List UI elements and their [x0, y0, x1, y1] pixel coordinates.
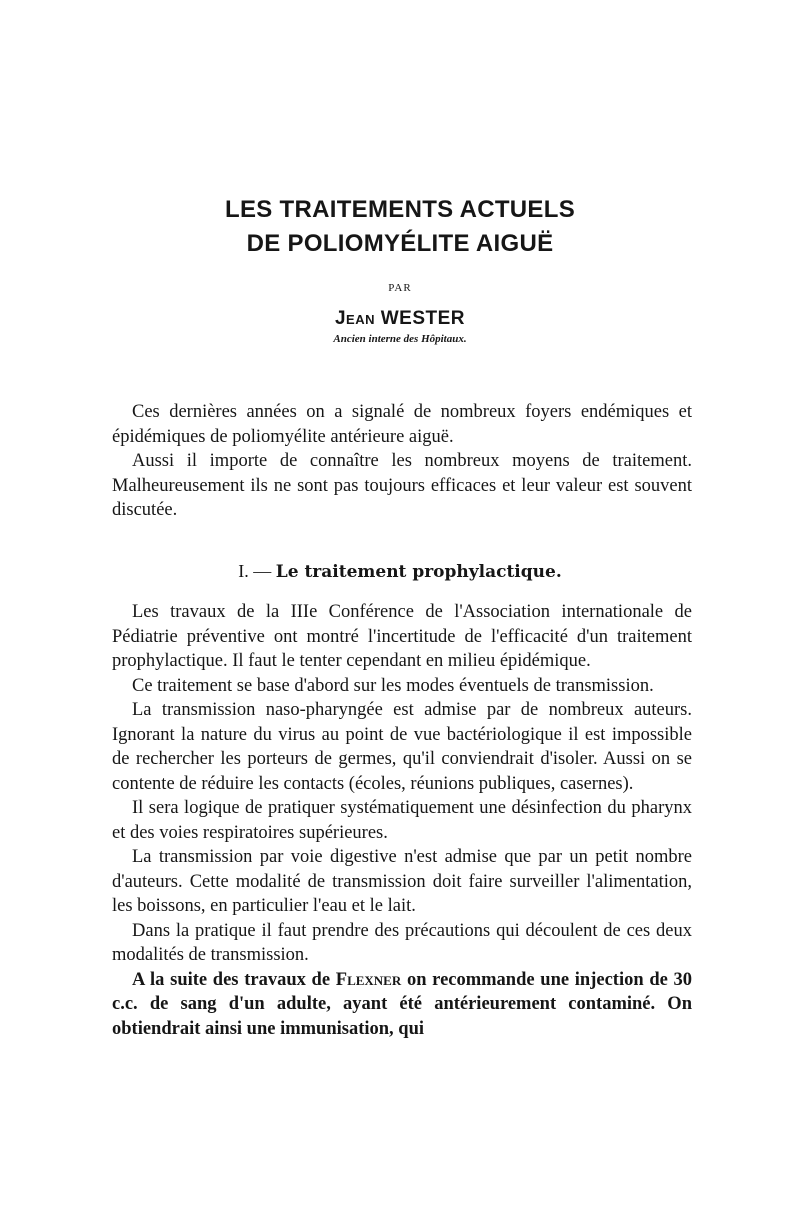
author-first-name: Jean — [334, 308, 375, 329]
section-heading — [0, 561, 800, 582]
body-paragraph-4: Il sera logique de pratiquer systématiquement une désinfection du pharynx et des voies respiratoires supérieures. — [112, 798, 692, 843]
intro-paragraph-2: Aussi il importe de connaître les nombreux moyens de traitement. Malheureusement ils ne sont pas toujours efficaces et leur valeur est souvent discutée. — [112, 451, 692, 520]
article-title-line-2: DE POLIOMYÉLITE AIGUË — [246, 230, 554, 257]
intro-section — [112, 400, 692, 523]
body-paragraph-7-start: A la suite des travaux de — [132, 969, 331, 990]
intro-paragraph-1: Ces dernières années on a signalé de nombreux foyers endémiques et épidémiques de poliomyélite antérieure aiguë. — [112, 402, 692, 447]
section-body — [112, 600, 692, 1041]
body-paragraph-7 — [112, 968, 692, 1042]
author-reference-flexner: Flexner — [335, 969, 402, 990]
author-name — [0, 308, 800, 330]
body-paragraph-3: La transmission naso-pharyngée est admise par de nombreux auteurs. Ignorant la nature du virus au point de vue bactériologique il est impossible de rechercher les porteurs de germes, qu'il conviendrait d'isoler. Aussi on se contente de réduire les contacts (écoles, réunions publiques, casernes). — [112, 700, 692, 794]
section-title: Le traitement prophylactique. — [275, 562, 562, 582]
body-paragraph-7-rest: on recommande une injection de 30 c.c. de sang d'un adulte, ayant été antérieurement contaminé. On obtiendrait ainsi une immunisation, qui — [112, 969, 693, 1039]
body-paragraph-5: La transmission par voie digestive n'est admise que par un petit nombre d'auteurs. Cette modalité de transmission doit faire surveiller l'alimentation, les boissons, en particulier l'eau et le lait. — [112, 847, 692, 916]
article-title-line-1: LES TRAITEMENTS ACTUELS — [224, 196, 575, 223]
body-paragraph-2: Ce traitement se base d'abord sur les modes éventuels de transmission. — [132, 675, 654, 696]
author-affiliation: Ancien interne des Hôpitaux. — [333, 333, 467, 345]
body-paragraph-6: Dans la pratique il faut prendre des précautions qui découlent de ces deux modalités de transmission. — [112, 920, 692, 965]
author-last-name: WESTER — [380, 308, 466, 329]
section-number: I. — — [238, 561, 272, 581]
byline-par: PAR — [388, 282, 412, 294]
body-paragraph-1: Les travaux de la IIIe Conférence de l'Association internationale de Pédiatrie préventive ont montré l'incertitude de l'efficacité d'un traitement prophylactique. Il faut le tenter cependant en milieu épidémique. — [112, 602, 692, 671]
